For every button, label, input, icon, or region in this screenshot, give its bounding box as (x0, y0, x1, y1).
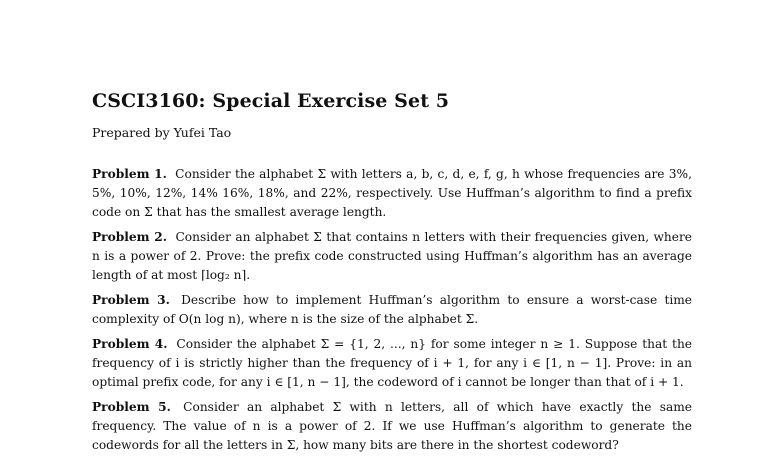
problem-3 (92, 291, 692, 329)
problem-text: Describe how to implement Huffman’s algorithm to ensure a worst-case time complexity of O(n log n), where n is the size of the alphabet Σ. (92, 293, 693, 326)
page-title: CSCI3160: Special Exercise Set 5 (92, 90, 450, 112)
problem-2 (92, 228, 692, 285)
problem-text: Consider the alphabet Σ with letters a, b, c, d, e, f, g, h whose frequencies are 3%, 5%, 10%, 12%, 14% 16%, 18%, and 22%, respectively. Use Huffman’s algorithm to find a prefix code on Σ that has the smallest average length. (92, 167, 693, 219)
problem-label: Problem 1. (92, 167, 167, 181)
problem-label: Problem 2. (92, 230, 168, 244)
problem-label: Problem 3. (92, 293, 170, 307)
problem-1 (92, 165, 692, 222)
problem-5 (92, 398, 692, 455)
problem-4 (92, 335, 692, 392)
problem-label: Problem 4. (92, 337, 168, 351)
problem-list (92, 165, 692, 461)
problem-label: Problem 5. (92, 400, 171, 414)
author-line: Prepared by Yufei Tao (92, 125, 232, 140)
problem-text: Consider an alphabet Σ that contains n letters with their frequencies given, where n is a power of 2. Prove: the prefix code constructed using Huffman’s algorithm has an average length of at most ⌈log₂ n⌉. (92, 230, 693, 282)
problem-text: Consider the alphabet Σ = {1, 2, ..., n} for some integer n ≥ 1. Suppose that the frequency of i is strictly higher than the frequency of i + 1, for any i ∈ [1, n − 1]. Prove: in an optimal prefix code, for any i ∈ [1, n − 1], the codeword of i cannot be longer than that of i + 1. (92, 337, 693, 389)
problem-text: Consider an alphabet Σ with n letters, all of which have exactly the same frequency. The value of n is a power of 2. If we use Huffman’s algorithm to generate the codewords for all the letters in Σ, how many bits are there in the shortest codeword? (92, 400, 693, 452)
